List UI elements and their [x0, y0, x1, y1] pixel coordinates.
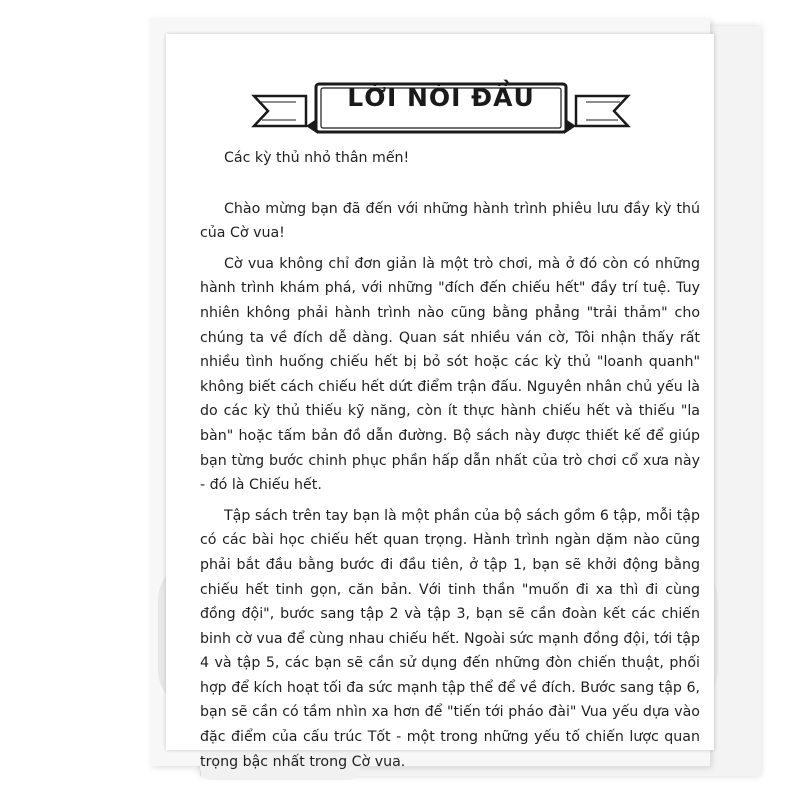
welcome-paragraph: Chào mừng bạn đã đến với những hành trình phiêu lưu đầy kỳ thú của Cờ vua!: [200, 200, 700, 242]
front-page: [166, 34, 714, 770]
intro-paragraph: Cờ vua không chỉ đơn giản là một trò chơi, mà ở đó còn có những hành trình khám phá, với những "đích đến chiếu hết" đầy trí tuệ. Tuy nhiên không phải hành trình nào cũng bằng phẳng "trải thảm" cho chúng ta về đích dễ dàng. Quan sát nhiều ván cờ, Tôi nhận thấy rất nhiều tình huống chiếu hết bị bỏ sót hoặc các kỳ thủ "loanh quanh" không biết cách chiếu hết dứt điểm trận đấu. Nguyên nhân chủ yếu là do các kỳ thủ thiếu kỹ năng, còn ít thực hành chiếu hết và thiếu "la bàn" hoặc tấm bản đồ dẫn đường. Bộ sách này được thiết kế để giúp bạn từng bước chinh phục phần hấp dẫn nhất của trò chơi cổ xưa này - đó là Chiếu hết.: [200, 255, 700, 494]
page-title: LỜI NÓI ĐẦU: [347, 83, 535, 112]
greeting-paragraph: Các kỳ thủ nhỏ thân mến!: [224, 150, 410, 166]
series-paragraph: Tập sách trên tay bạn là một phần của bộ sách gồm 6 tập, mỗi tập có các bài học chiếu hết quan trọng. Hành trình ngàn dặm nào cũng phải bắt đầu bằng bước đi đầu tiên, ở tập 1, bạn sẽ khởi động bằng chiếu hết tinh gọn, căn bản. Với tinh thần "muốn đi xa thì đi cùng đồng đội", bước sang tập 2 và tập 3, bạn sẽ cần đoàn kết các chiến binh cờ vua để cùng nhau chiếu hết. Ngoài sức mạnh đồng đội, tới tập 4 và tập 5, các bạn sẽ cần sử dụng đến những đòn chiến thuật, phối hợp để kích hoạt tối đa sức mạnh tập thể để về đích. Bước sang tập 6, bạn sẽ cần có tầm nhìn xa hơn để "tiến tới pháo đài" Vua yếu dựa vào đặc điểm của cấu trúc Tốt - một trong những yếu tố chiến lược quan trọng bậc nhất trong Cờ vua.: [200, 507, 700, 770]
heading-banner: [226, 74, 656, 136]
body-text: [200, 146, 700, 774]
